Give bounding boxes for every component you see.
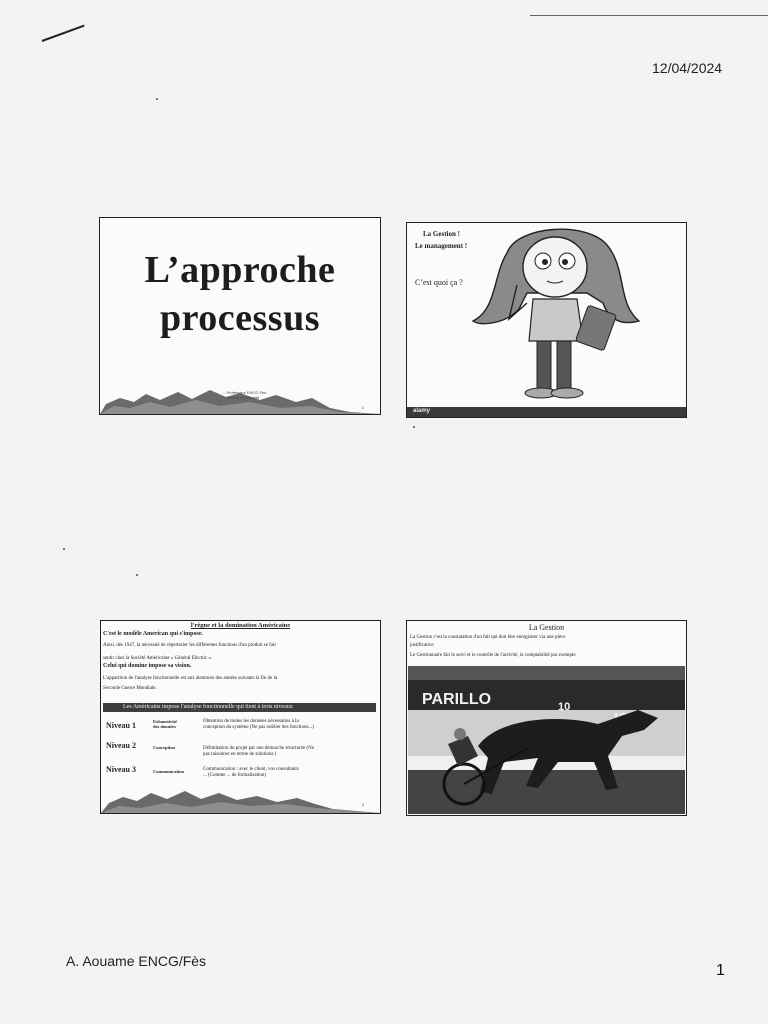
level-key-line: Exhaustivité: [153, 719, 178, 724]
slide-thumbnail-4: [406, 620, 687, 816]
slide-thumbnail-2: [406, 222, 687, 418]
paragraph-line: L'apparition de l'analyse fonctionnelle est aux alentours des années suivants la fin de la: [103, 676, 278, 681]
band-text: Les Américains impose l'analyse fonctionnelle qui tient à trois niveaux: [123, 704, 293, 710]
speck: [156, 98, 158, 100]
level-label: Niveau 1: [106, 721, 136, 730]
paragraph-line: Ainsi, dès 1947, la nécessité de répertorier les différentes fonctions d'un produit se fait: [103, 643, 276, 648]
sign-number: 10: [558, 701, 571, 713]
paragraph-line: Le Gestionnaire fait le suivi et le contrôle de l'activité, la comptabilité par exemple: [410, 653, 576, 658]
level-key: [153, 719, 177, 729]
speck: [63, 548, 65, 550]
slide-number: 2: [362, 802, 364, 807]
title-line-2: processus: [159, 297, 321, 339]
author-footer: A. Aouame ENCG/Fès: [66, 953, 207, 969]
speck: [413, 426, 415, 428]
slide-text-line: Le management !: [415, 242, 468, 250]
lead-text: C'est le modèle American qui s'impose.: [103, 631, 203, 637]
slide-thumbnail-3: [100, 620, 381, 814]
cartoon-girl-illustration: [467, 223, 647, 407]
racing-scene: [408, 666, 685, 814]
fine-print-line: ... Professeur ENCG Fès: [222, 390, 267, 395]
level-description-line: conception du système (Ne pas oublier des fonctions...): [203, 725, 314, 730]
level-description: [203, 746, 314, 758]
sign-text: PARILLO: [422, 691, 492, 708]
level-description-line: Obtention de toutes les données nécessaires à la: [203, 719, 299, 724]
level-label: Niveau 2: [106, 741, 136, 750]
slide-number: 1: [361, 405, 364, 410]
print-date: 12/04/2024: [652, 60, 723, 76]
level-description: [203, 767, 299, 779]
top-edge-line: [530, 15, 768, 16]
level-key-line: Conception: [153, 745, 176, 750]
title-line-1: L’approche: [144, 249, 336, 291]
level-key: [153, 745, 175, 750]
level-key: [153, 769, 184, 774]
highlight-band: [103, 703, 376, 712]
slide-question: C’est quoi ça ?: [415, 278, 463, 287]
horse-racing-photo: [408, 666, 685, 814]
level-key-line: des données: [153, 724, 176, 729]
watermark-text: alamy: [413, 408, 431, 414]
slide-footer-text: [222, 390, 266, 400]
paragraph-line: La Gestion c'est la constatation d'un fait qui doit être enregistrer via une pièce: [410, 635, 566, 640]
level-description-line: Communication : avec le client, vos consultants: [203, 767, 299, 772]
level-description: [203, 719, 314, 731]
fine-print-line: ... Qualité et Sécurité: [222, 395, 260, 400]
slide-thumbnail-1: [99, 217, 381, 415]
slide-title: [100, 246, 380, 342]
page-number: 1: [716, 962, 725, 979]
slide-heading: l'règne et la domination Américaine: [190, 622, 291, 629]
level-description-line: Délimitation du projet par une démarche structurée (Ne: [203, 746, 314, 751]
paragraph-line: sentir chez la Société Américaine « Général Electric ».: [103, 656, 213, 661]
mountain-graphic: [101, 787, 380, 813]
level-key-line: Communication: [153, 769, 185, 774]
speck: [136, 574, 138, 576]
slide-heading: La Gestion: [528, 623, 565, 632]
slide-text-line: La Gestion !: [423, 230, 460, 238]
pen-mark: [42, 25, 85, 42]
level-description-line: pas raisonner en terme de solutions ): [203, 752, 277, 757]
paragraph-line: Seconde Guerre Mondiale.: [103, 686, 157, 691]
paragraph-line: justificative: [410, 643, 434, 648]
level-description-line: ... (Comme ... de formalisation): [203, 773, 267, 778]
watermark-bar: [407, 407, 686, 417]
level-label: Niveau 3: [106, 765, 136, 774]
lead-text: Celui qui domine impose sa vision.: [103, 663, 192, 669]
